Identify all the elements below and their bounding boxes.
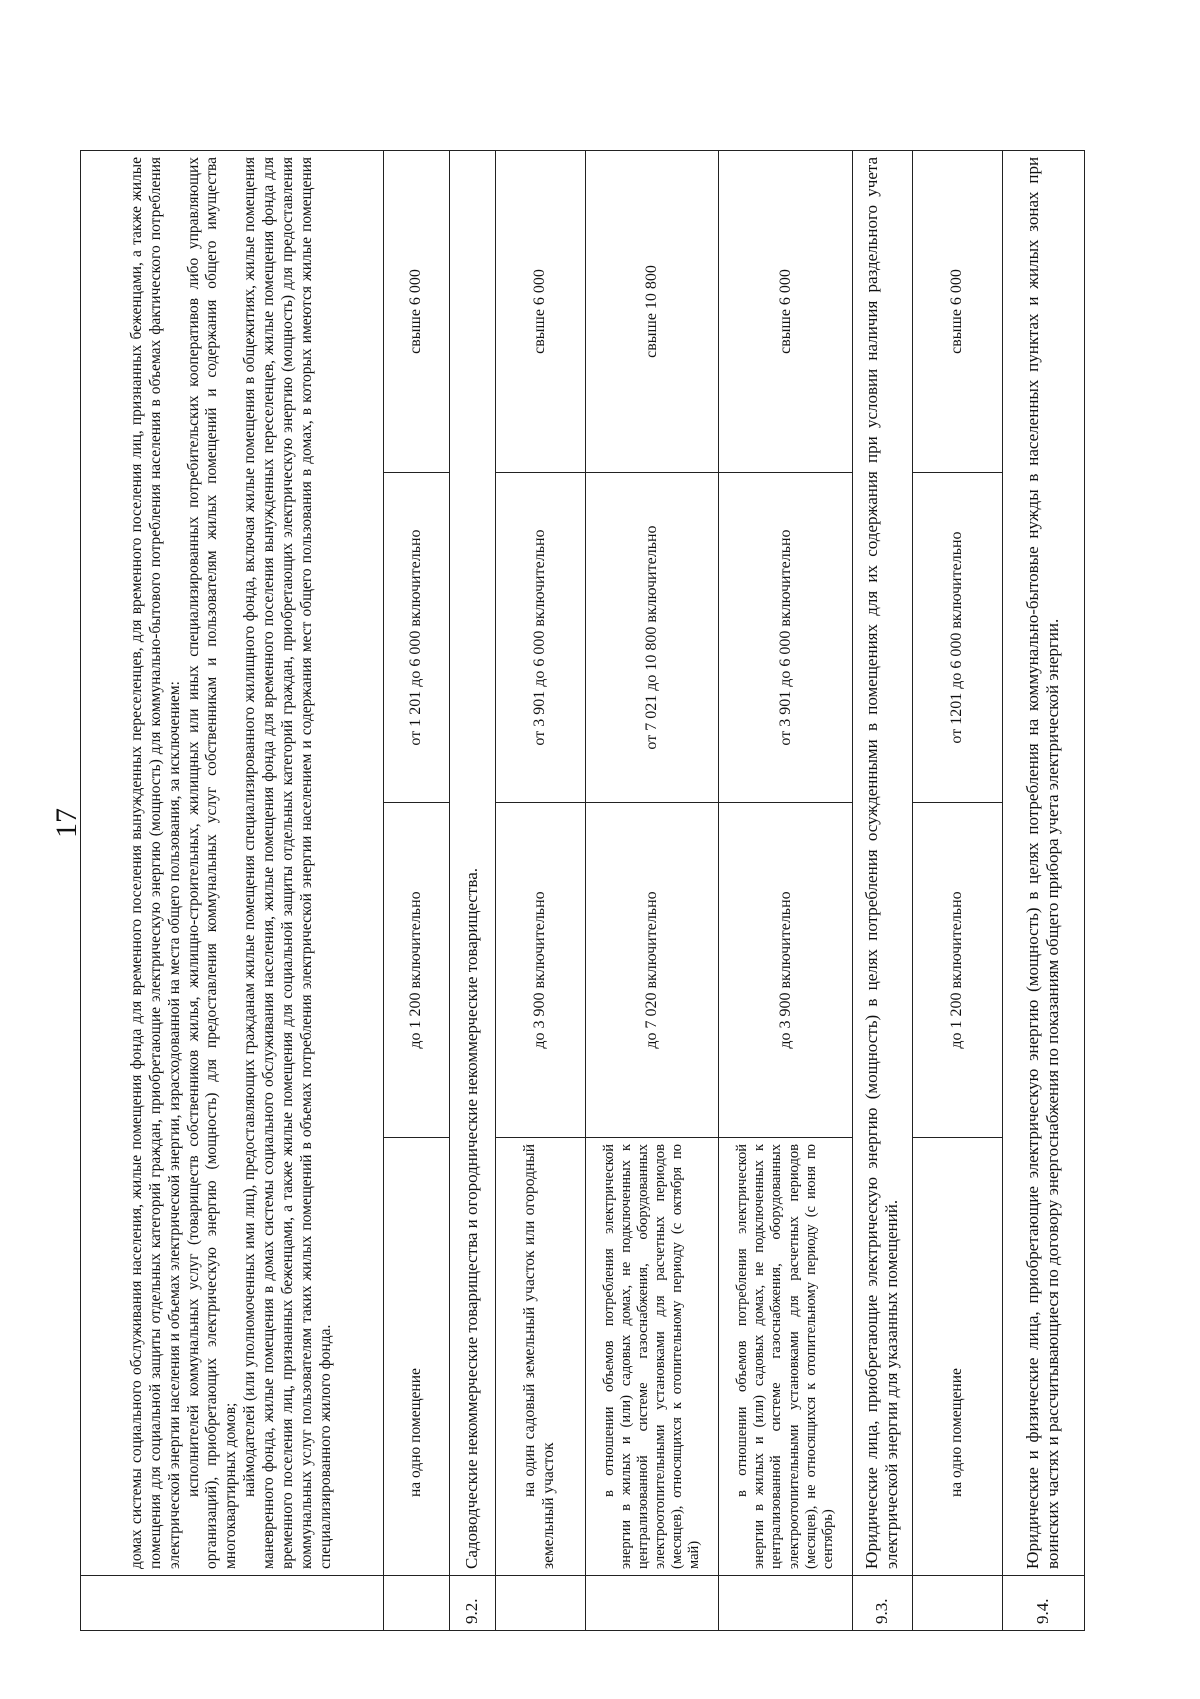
table-row [81, 150, 384, 1630]
volume-high-cell: свыше 10 800 [585, 150, 719, 472]
category-cell [719, 1138, 853, 1576]
intro-text-cell [81, 150, 384, 1575]
table-row [585, 150, 719, 1630]
section-heading: Юридические лица, приобретающие электрическую энергию (мощность) в целях потребления осужденными в помещениях для их содержания при условии наличия раздельного учета электрической энергии для указанных помещений. [852, 150, 912, 1575]
volume-high-cell: свыше 6 000 [495, 150, 585, 472]
category-cell [585, 1138, 719, 1576]
table-row [383, 150, 449, 1630]
category-cell [383, 1138, 449, 1576]
table-row [852, 150, 912, 1630]
category-text: в отношении объемов потребления электрической энергии в жилых и (или) садовых домах, не подключенных к централизованной системе газоснабжения, оборудованных электроотопительными установками для расчетных периодов (месяцев), не относящихся к отопительному периоду (с июня по сентябрь) [734, 1144, 836, 1569]
row-number-cell [912, 1576, 1002, 1631]
volume-low-cell: до 1 200 включительно [912, 803, 1002, 1138]
table-row [495, 150, 585, 1630]
section-number: 9.3. [852, 1576, 912, 1631]
category-text: на один садовый земельный участок или огородный земельный участок [521, 1144, 558, 1569]
table-row [1002, 150, 1084, 1630]
tariff-volume-table [80, 150, 1085, 1631]
row-number-cell [383, 1576, 449, 1631]
section-number: 9.4. [1002, 1576, 1084, 1631]
volume-low-cell: до 3 900 включительно [495, 803, 585, 1138]
category-cell [495, 1138, 585, 1576]
category-text: в отношении объемов потребления электрической энергии в жилых и (или) садовых домах, не подключенных к централизованной системе газоснабжения, оборудованных электроотопительными установками для расчетных периодов (месяцев), относящихся к отопительному периоду (с октября по май) [600, 1144, 703, 1569]
volume-mid-cell: от 3 901 до 6 000 включительно [719, 473, 853, 803]
volume-low-cell: до 7 020 включительно [585, 803, 719, 1138]
volume-high-cell: свыше 6 000 [383, 150, 449, 472]
section-number: 9.2. [449, 1576, 495, 1631]
intro-paragraph: наймодателей (или уполномоченных ими лиц), предоставляющих гражданам жилые помещения специализированного жилищного фонда, включая жилые помещения в общежитиях, жилые помещения маневренного фонда, жилые помещения в домах системы социального обслуживания населения, жилые помещения фонда для временного поселения вынужденных переселенцев, жилые помещения фонда для временного поселения лиц, признанных беженцами, а также жилые помещения для социальной защиты отдельных категорий граждан, приобретающих электрическую энергию (мощность) для предоставления коммунальных услуг пользователям таких жилых помещений в объемах потребления электрической энергии населением и содержания мест общего пользования в домах, в которых имеются жилые помещения специализированного жилого фонда. [241, 156, 334, 1569]
intro-paragraph: домах системы социального обслуживания населения, жилые помещения фонда для временного поселения вынужденных переселенцев, для временного поселения лиц, признанных беженцами, а также жилые помещения для социальной защиты отдельных категорий граждан, приобретающие электрическую энергию (мощность) для коммунально-бытового потребления населения в объемах фактического потребления электрической энергии населения и объемах электрической энергии, израсходованной на места общего пользования, за исключением: [127, 156, 183, 1569]
volume-high-cell: свыше 6 000 [719, 150, 853, 472]
volume-mid-cell: от 7 021 до 10 800 включительно [585, 473, 719, 803]
volume-mid-cell: от 1 201 до 6 000 включительно [383, 473, 449, 803]
row-number-cell [719, 1576, 853, 1631]
volume-low-cell: до 3 900 включительно [719, 803, 853, 1138]
volume-mid-cell: от 1201 до 6 000 включительно [912, 473, 1002, 803]
category-text: на одно помещение [947, 1368, 965, 1497]
rotated-table-wrapper [80, 151, 1085, 1631]
table-row [912, 150, 1002, 1630]
volume-low-cell: до 1 200 включительно [383, 803, 449, 1138]
page-number: 17 [50, 808, 83, 838]
category-text: на одно помещение [406, 1368, 424, 1497]
row-number-cell [81, 1576, 384, 1631]
row-number-cell [585, 1576, 719, 1631]
table-row [449, 150, 495, 1630]
table-row [719, 150, 853, 1630]
volume-mid-cell: от 3 901 до 6 000 включительно [495, 473, 585, 803]
intro-paragraph: исполнителей коммунальных услуг (товариществ собственников жилья, жилищно-строительных, жилищных или иных специализированных потребительских кооперативов либо управляющих организаций), приобретающих электрическую энергию (мощность) для предоставления коммунальных услуг собственникам и пользователям жилых помещений и содержания общего имущества многоквартирных домов; [184, 156, 240, 1569]
row-number-cell [495, 1576, 585, 1631]
section-heading: Садоводческие некоммерческие товарищества и огороднические некоммерческие товарищества. [449, 150, 495, 1575]
category-cell [912, 1138, 1002, 1576]
volume-high-cell: свыше 6 000 [912, 150, 1002, 472]
section-heading: Юридические и физические лица, приобретающие электрическую энергию (мощность) в целях потребления на коммунально-бытовые нужды в населенных пунктах и жилых зонах при воинских частях и рассчитывающиеся по договору энергоснабжения по показаниям общего прибора учета электрической энергии. [1002, 150, 1084, 1575]
